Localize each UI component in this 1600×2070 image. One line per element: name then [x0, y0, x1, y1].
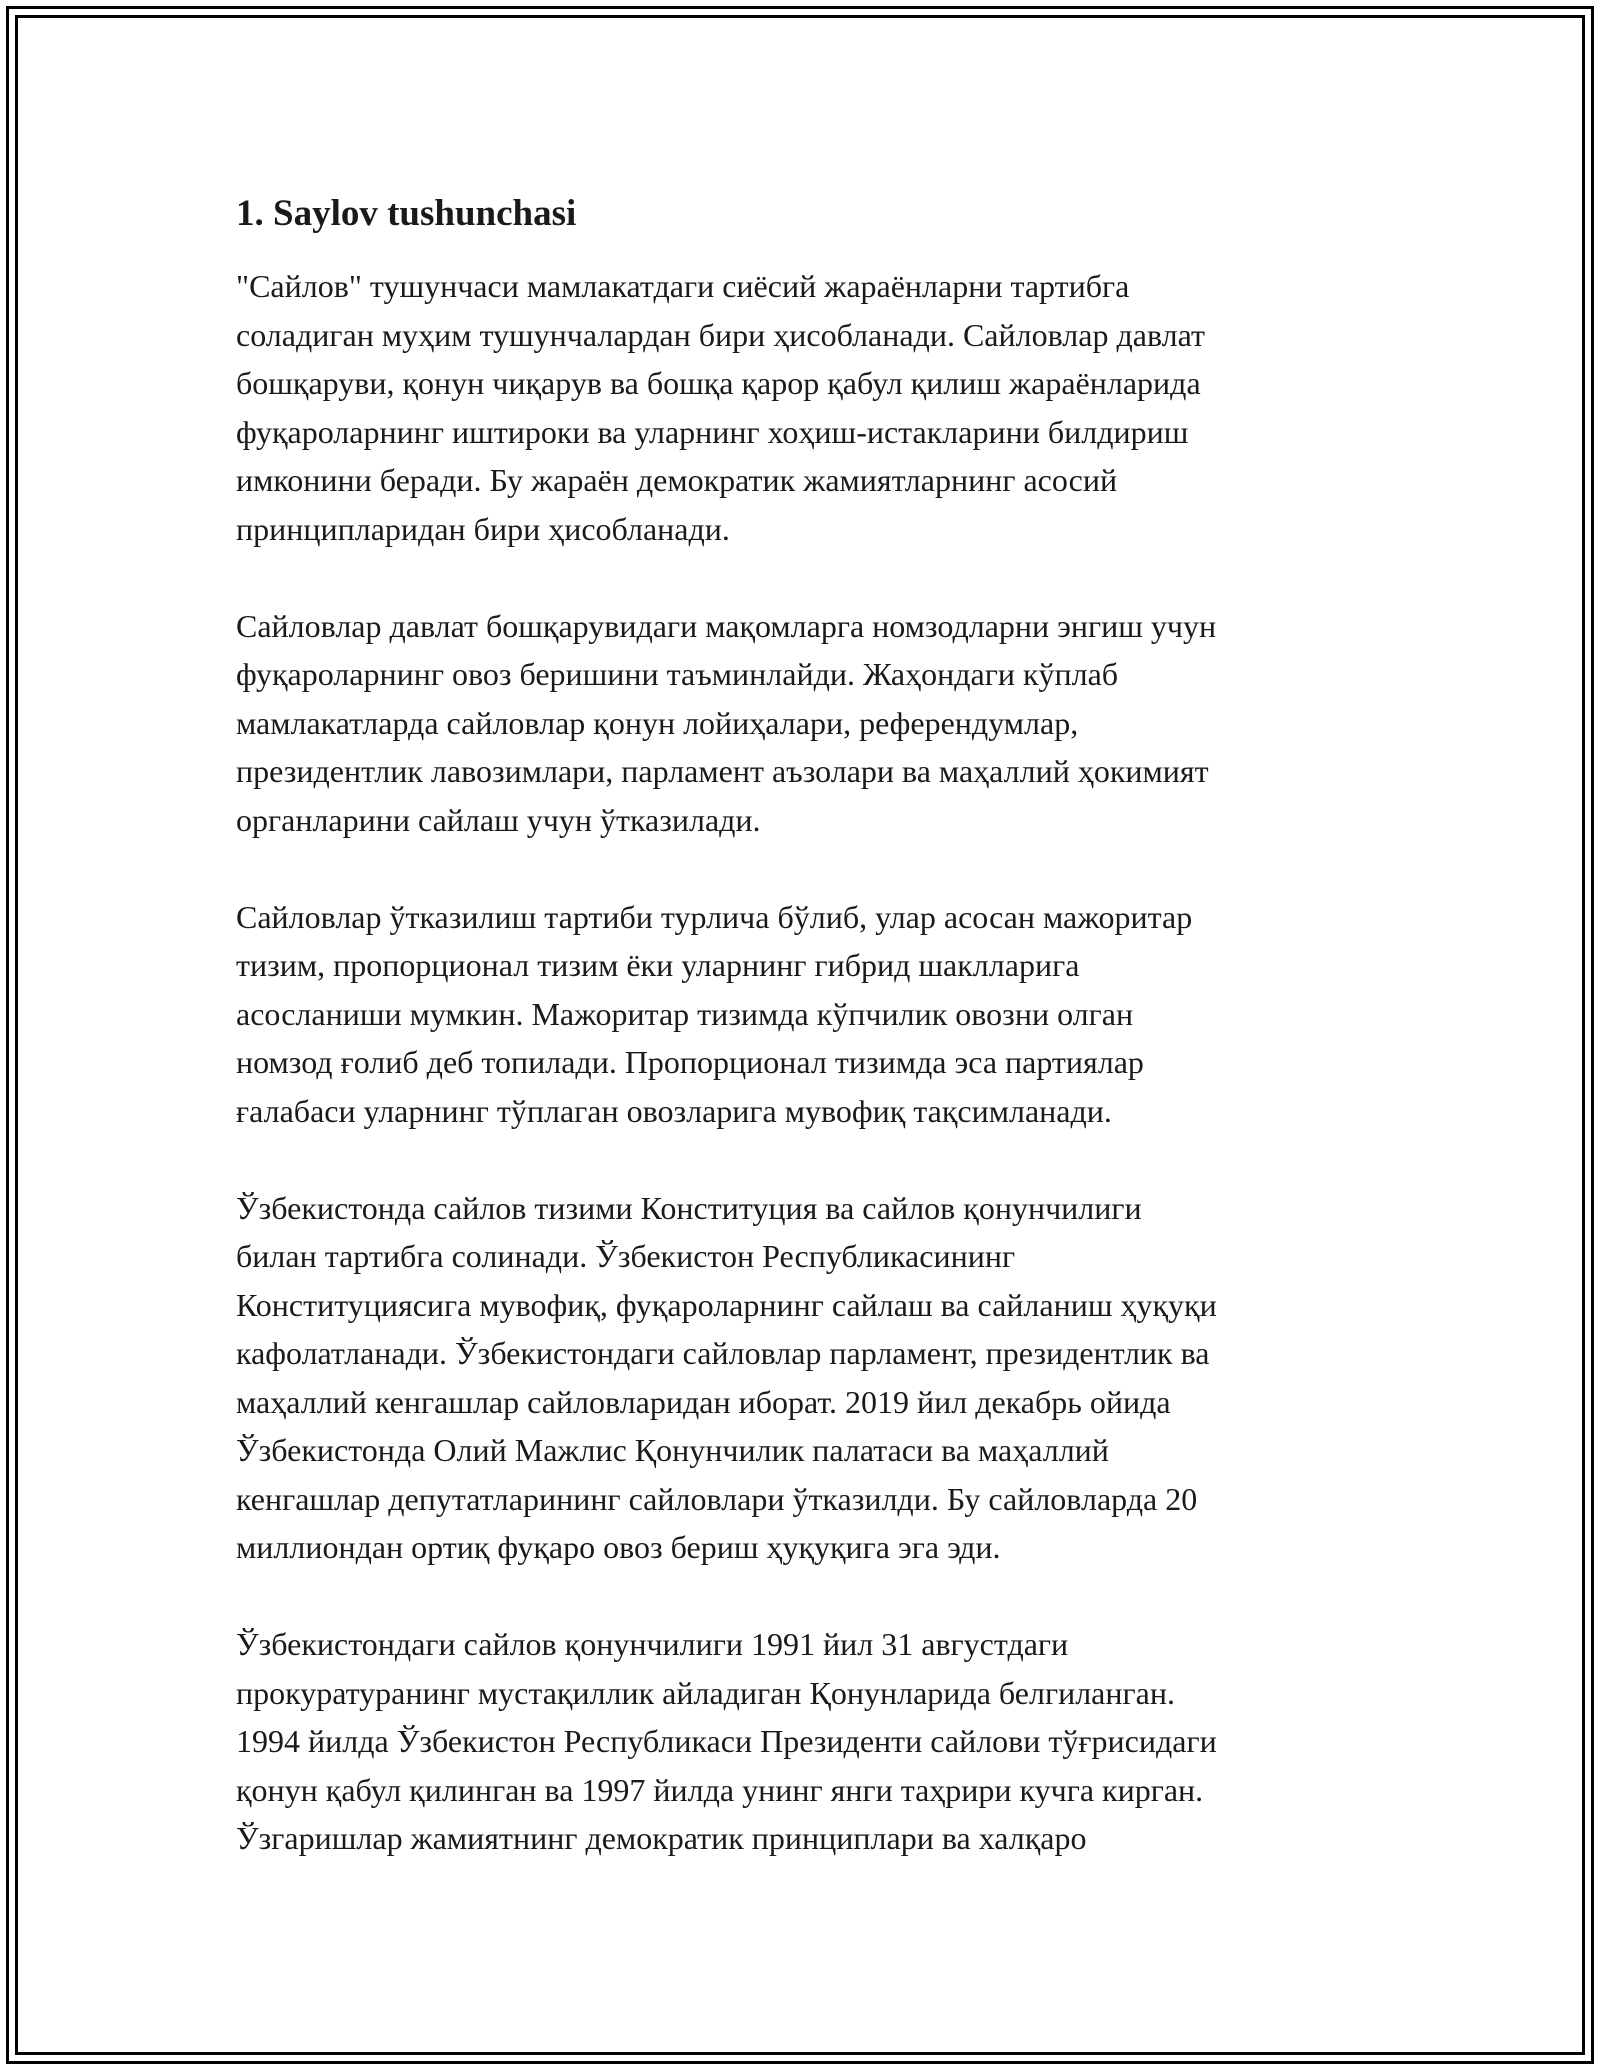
paragraph-4	[236, 1184, 1386, 1572]
text-line: мамлакатларда сайловлар қонун лойиҳалари, референдумлар,	[236, 704, 1079, 741]
paragraph-1	[236, 262, 1386, 553]
text-line: соладиган муҳим тушунчалардан бири ҳисобланади. Сайловлар давлат	[236, 316, 1205, 353]
text-line: тизим, пропорционал тизим ёки уларнинг гибрид шаклларига	[236, 947, 1080, 983]
section-heading: 1. Saylov tushunchasi	[236, 193, 577, 234]
text-line: Ўзбекистонда Олий Мажлис Қонунчилик палатаси ва маҳаллий	[236, 1432, 1109, 1468]
text-line: прокуратуранинг мустақиллик айладиган Қонунларида белгиланган.	[236, 1674, 1175, 1711]
text-line: ғалабаси уларнинг тўплаган овозларига мувофиқ тақсимланади.	[236, 1092, 1112, 1129]
text-line: маҳаллий кенгашлар сайловларидан иборат. 2019 йил декабрь ойида	[236, 1383, 1171, 1420]
text-line: бошқаруви, қонун чиқарув ва бошқа қарор қабул қилиш жараёнларида	[236, 365, 1201, 401]
text-line: Ўзбекистондаги сайлов қонунчилиги 1991 йил 31 августдаги	[236, 1626, 1069, 1662]
text-line: имконини беради. Бу жараён демократик жамиятларнинг асосий	[236, 462, 1118, 498]
text-line: 1994 йилда Ўзбекистон Республикаси Президенти сайлови тўғрисидаги	[236, 1723, 1217, 1759]
paragraph-5	[236, 1620, 1386, 1863]
text-line: қонун қабул қилинган ва 1997 йилда унинг янги таҳрири кучга кирган.	[236, 1771, 1204, 1808]
paragraph-3	[236, 893, 1386, 1136]
document-body	[236, 188, 1386, 1911]
text-line: президентлик лавозимлари, парламент аъзолари ва маҳаллий ҳокимият	[236, 753, 1209, 789]
text-line: фуқароларнинг овоз беришини таъминлайди. Жаҳондаги кўплаб	[236, 656, 1119, 692]
text-line: Ўзгаришлар жамиятнинг демократик принциплари ва халқаро	[236, 1820, 1087, 1856]
text-line: Ўзбекистонда сайлов тизими Конституция ва сайлов қонунчилиги	[236, 1189, 1142, 1226]
text-line: "Сайлов" тушунчаси мамлакатдаги сиёсий жараёнларни тартибга	[236, 268, 1130, 304]
text-line: билан тартибга солинади. Ўзбекистон Республикасининг	[236, 1238, 1016, 1274]
text-line: принципларидан бири ҳисобланади.	[236, 510, 730, 547]
text-line: асосланиши мумкин. Мажоритар тизимда кўпчилик овозни олган	[236, 995, 1134, 1032]
text-line: Сайловлар давлат бошқарувидаги мақомларга номзодларни энгиш учун	[236, 607, 1217, 644]
paragraph-2	[236, 602, 1386, 845]
text-line: кенгашлар депутатларининг сайловлари ўтказилди. Бу сайловларда 20	[236, 1480, 1198, 1517]
text-line: кафолатланади. Ўзбекистондаги сайловлар парламент, президентлик ва	[236, 1335, 1210, 1371]
text-line: миллиондан ортиқ фуқаро овоз бериш ҳуқуқига эга эди.	[236, 1529, 1001, 1565]
text-line: номзод ғолиб деб топилади. Пропорционал тизимда эса партиялар	[236, 1044, 1144, 1080]
text-line: органларини сайлаш учун ўтказилади.	[236, 801, 761, 838]
text-line: Сайловлар ўтказилиш тартиби турлича бўлиб, улар асосан мажоритар	[236, 898, 1193, 935]
text-line: фуқароларнинг иштироки ва уларнинг хоҳиш-истакларини билдириш	[236, 413, 1189, 450]
text-line: Конституциясига мувофиқ, фуқароларнинг сайлаш ва сайланиш ҳуқуқи	[236, 1286, 1217, 1323]
